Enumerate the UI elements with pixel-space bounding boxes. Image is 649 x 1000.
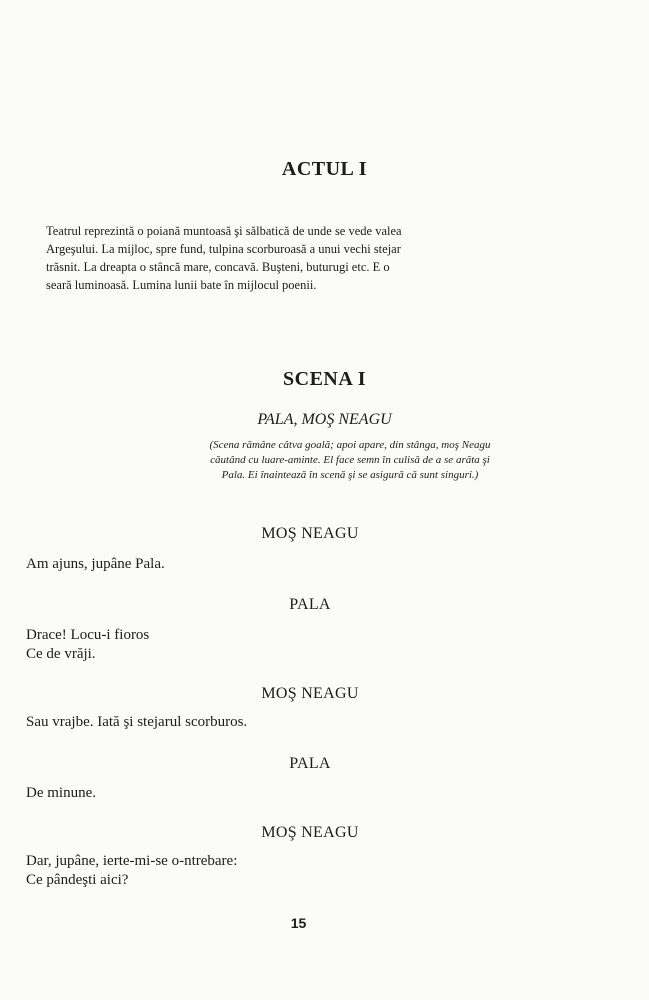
scene-title: SCENA I [283, 368, 366, 390]
dialogue-line: De minune. [26, 785, 96, 801]
scene-cast: PALA, MOŞ NEAGU [257, 411, 392, 428]
dialogue-line: Ce pândeşti aici? [26, 872, 129, 888]
dialogue-line: Am ajuns, jupâne Pala. [26, 556, 165, 572]
setting-line: Argeşului. La mijloc, spre fund, tulpina scorburoasă a unui vechi stejar [46, 242, 401, 256]
dialogue-text [26, 555, 586, 574]
page-number: 15 [290, 915, 307, 931]
dialogue-text [26, 626, 586, 664]
dialogue-text [26, 852, 586, 890]
stage-direction [150, 438, 550, 483]
setting-line: Teatrul reprezintă o poiană muntoasă şi sălbatică de unde se vede valea [46, 224, 402, 238]
stage-direction-line: (Scena rămâne câtva goală; apoi apare, din stânga, moş Neagu [209, 439, 491, 451]
speaker-name: PALA [289, 755, 331, 772]
dialogue-line: Ce de vrăji. [26, 646, 96, 662]
dialogue-line: Drace! Locu-i fioros [26, 627, 150, 643]
act-title: ACTUL I [281, 158, 368, 180]
setting-description [46, 222, 556, 294]
speaker-name: MOŞ NEAGU [261, 685, 359, 702]
speaker-name: PALA [289, 596, 331, 613]
setting-line: trăsnit. La dreapta o stâncă mare, concavă. Buşteni, buturugi etc. E o [46, 260, 390, 274]
setting-line: seară luminoasă. Lumina lunii bate în mijlocul poenii. [46, 278, 317, 292]
dialogue-text [26, 713, 586, 732]
dialogue-line: Sau vrajbe. Iată şi stejarul scorburos. [26, 714, 248, 730]
speaker-name: MOŞ NEAGU [261, 525, 359, 542]
dialogue-text [26, 784, 586, 803]
dialogue-line: Dar, jupâne, ierte-mi-se o-ntrebare: [26, 853, 238, 869]
stage-direction-line: Pala. Ei înaintează în scenă şi se asigură că sunt singuri.) [221, 469, 479, 481]
stage-direction-line: căutând cu luare-aminte. El face semn în culisă de a se arăta şi [210, 454, 490, 466]
speaker-name: MOŞ NEAGU [261, 824, 359, 841]
